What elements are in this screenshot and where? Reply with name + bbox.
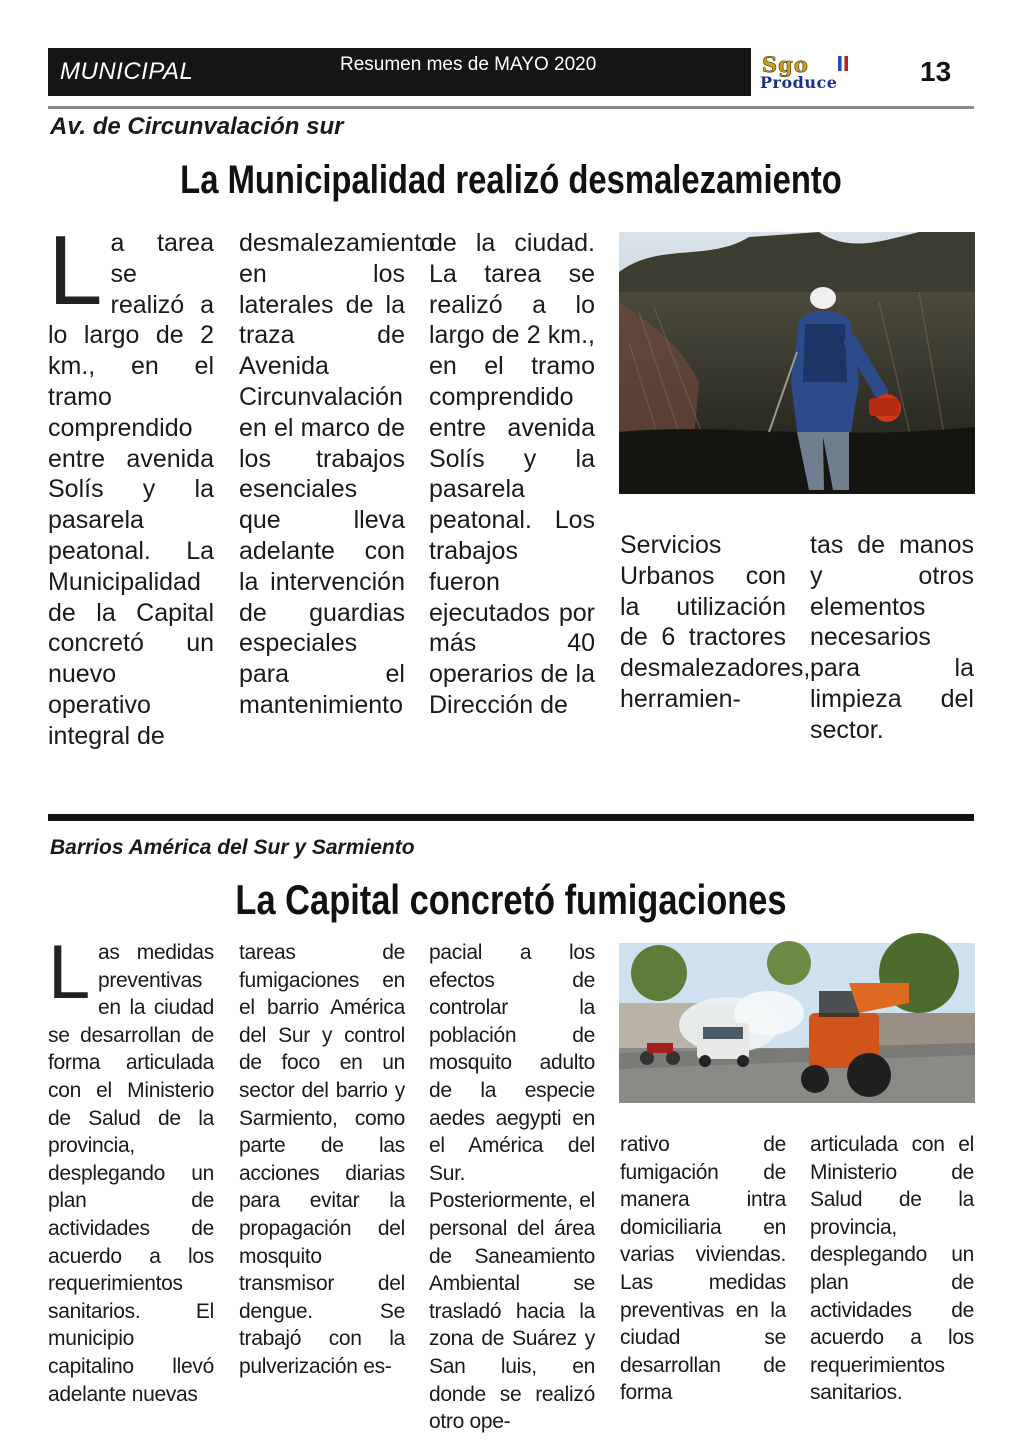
article-column-4: rativo de fumigación de manera intra domiciliaria en varias viviendas. Las medidas preventivas en la ciudad se desarrollan de forma xyxy=(620,1133,786,1405)
article-kicker: Av. de Circunvalación sur xyxy=(50,113,344,140)
issue-summary: Resumen mes de MAYO 2020 xyxy=(340,54,597,75)
drop-cap: L xyxy=(48,215,103,325)
article-kicker: Barrios América del Sur y Sarmiento xyxy=(50,836,415,859)
article-column-2: desmalezamiento en los laterales de la traza de Avenida Circunvalación en el marco de los trabajos esenciales que lleva adelante con la intervención de guardias especiales para el mantenimiento xyxy=(239,229,435,719)
header-rule xyxy=(48,106,974,109)
photo-worker-clearing-weeds xyxy=(619,232,975,494)
article-column-5: tas de manos y otros elementos necesarios para la limpieza del sector. xyxy=(810,531,974,744)
drop-cap: L xyxy=(48,930,90,1015)
article-column-5: articulada con el Ministerio de Salud de la provincia, desplegando un plan de actividades de acuerdo a los requerimientos sanitarios. xyxy=(810,1133,974,1405)
article-headline: La Municipalidad realizó desmalezamiento xyxy=(180,158,842,202)
article-column-3: pacial a los efectos de controlar la población de mosquito adulto de la especie aedes aegypti en el América del Sur. Posteriormente, el personal del área de Saneamiento Ambiental se trasladó hacia la zona de Suárez y San luis, en donde se realizó otro ope- xyxy=(429,941,595,1434)
article-column-2: tareas de fumigaciones en el barrio América del Sur y control de foco en un sector del barrio y Sarmiento, como parte de las acciones diarias para evitar la propagación del mosquito transmisor del dengue. Se trabajó con la pulverización es- xyxy=(239,941,405,1378)
article-divider xyxy=(48,814,974,821)
section-name: MUNICIPAL xyxy=(60,58,194,85)
article-column-1 xyxy=(48,215,214,788)
page-number: 13 xyxy=(920,56,952,87)
section-header-bar xyxy=(48,48,751,96)
column-text: a tarea se realizó a lo largo de 2 km., en el tramo comprendido entre avenida Solís y la pasarela peatonal. La Municipalidad de la Capital concretó un nuevo operativo integral de xyxy=(48,229,214,750)
article-column-1 xyxy=(48,930,214,1406)
logo-line-1: Sgo xyxy=(762,52,809,77)
flag-icon xyxy=(838,56,848,71)
column-text: as medidas preventivas en la ciudad se desarrollan de forma articulada con el Ministerio de Salud de la provincia, desplegando un plan de actividades de acuerdo a los requerimientos sanitarios. El municipio capitalino llevó adelante nuevas xyxy=(48,941,214,1406)
article-column-3: de la ciudad. La tarea se realizó a lo largo de 2 km., en el tramo comprendido entre avenida Solís y la pasarela peatonal. Los trabajos fueron ejecutados por más 40 operarios de la Dirección de xyxy=(429,229,595,719)
logo-line-2: Produce xyxy=(760,73,838,92)
article-headline: La Capital concretó fumigaciones xyxy=(235,876,787,923)
publication-logo xyxy=(758,52,898,96)
photo-fumigation-tractor xyxy=(619,943,975,1103)
article-column-4: Servicios Urbanos con la utilización de 6 tractores desmalezadores, herramien- xyxy=(620,531,811,713)
